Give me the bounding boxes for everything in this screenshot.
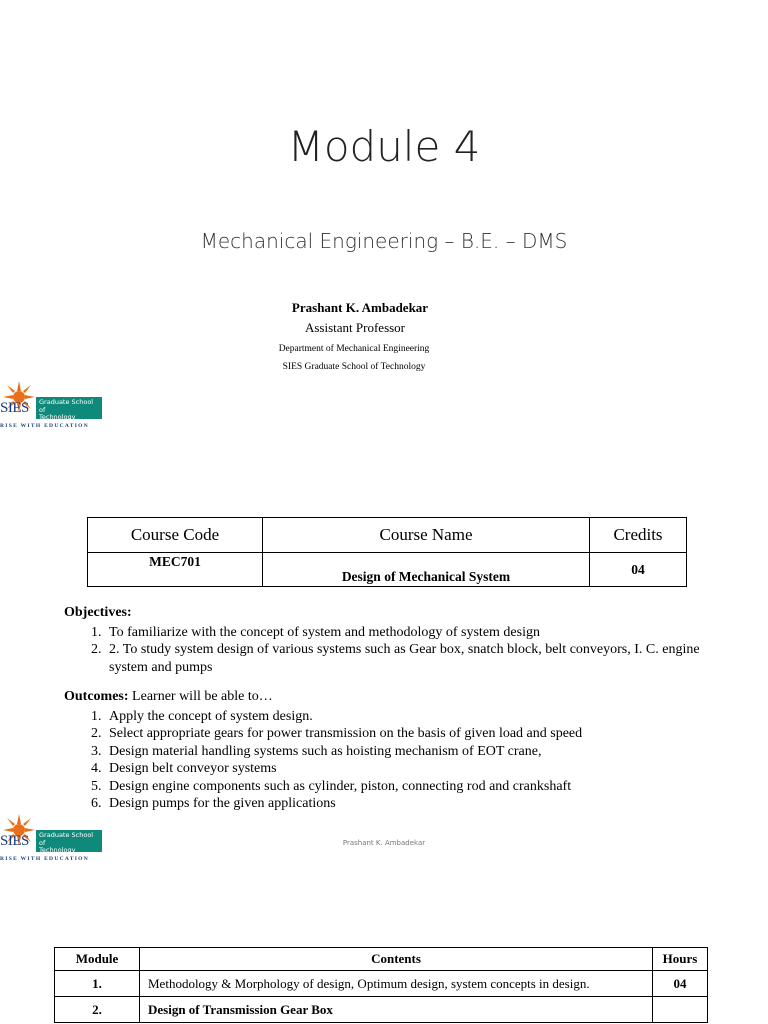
logo-box-line2: Technology xyxy=(39,846,76,854)
outcome-item: 1. Apply the concept of system design. xyxy=(105,708,734,726)
module-number: 2. xyxy=(55,997,140,1023)
course-code: MEC701 xyxy=(88,553,263,587)
course-name-header: Course Name xyxy=(263,518,590,553)
logo-tagline: RISE WITH EDUCATION xyxy=(0,423,89,429)
outcomes-section xyxy=(64,688,734,813)
course-table xyxy=(87,517,687,587)
contents-header: Contents xyxy=(140,948,653,971)
outcome-item: 4. Design belt conveyor systems xyxy=(105,760,734,778)
author-institute: SIES Graduate School of Technology xyxy=(282,362,426,372)
outcome-item: 5. Design engine components such as cylinder, piston, connecting rod and crankshaft xyxy=(105,778,734,796)
logo-tagline: RISE WITH EDUCATION xyxy=(0,856,89,862)
author-position: Assistant Professor xyxy=(304,320,406,335)
logo-brand: SIES xyxy=(0,833,29,849)
module-header: Module xyxy=(55,948,140,971)
outcomes-heading: Outcomes: xyxy=(64,689,129,704)
logo-box-line1: Graduate School of xyxy=(39,398,94,414)
hours-header: Hours xyxy=(653,948,708,971)
page-subtitle: Mechanical Engineering – B.E. – DMS xyxy=(200,229,568,253)
module-table xyxy=(54,947,708,1023)
page-title: Module 4 xyxy=(287,122,481,171)
logo-box-line2: Technology xyxy=(39,413,76,421)
course-code-header: Course Code xyxy=(88,518,263,553)
module-hours: 04 xyxy=(653,971,708,997)
outcomes-intro: Learner will be able to… xyxy=(128,689,273,704)
module-hours xyxy=(653,997,708,1023)
footer-text: Prashant K. Ambadekar xyxy=(342,839,426,847)
course-credits: 04 xyxy=(590,553,687,587)
course-name: Design of Mechanical System xyxy=(263,553,590,587)
objectives-section xyxy=(64,604,734,676)
credits-header: Credits xyxy=(590,518,687,553)
objectives-heading: Objectives: xyxy=(64,605,132,620)
module-contents: Design of Transmission Gear Box xyxy=(140,997,653,1023)
outcome-item: 3. Design material handling systems such as hoisting mechanism of EOT crane, xyxy=(105,743,734,761)
table-row xyxy=(55,971,708,997)
module-number: 1. xyxy=(55,971,140,997)
logo-box xyxy=(36,397,102,419)
author-department: Department of Mechanical Engineering xyxy=(278,344,430,354)
outcome-item: 6. Design pumps for the given applications xyxy=(105,795,734,813)
objective-item: 1. To familiarize with the concept of system and methodology of system design xyxy=(105,624,734,642)
module-contents: Methodology & Morphology of design, Optimum design, system concepts in design. xyxy=(140,971,653,997)
logo-brand: SIES xyxy=(0,400,29,416)
objective-item: 2. 2. To study system design of various systems such as Gear box, snatch block, belt conveyors, I. C. engine system and pumps xyxy=(105,641,734,676)
outcome-item: 2. Select appropriate gears for power transmission on the basis of given load and speed xyxy=(105,725,734,743)
logo-box-line1: Graduate School of xyxy=(39,831,94,847)
author-name: Prashant K. Ambadekar xyxy=(291,300,429,315)
sies-logo xyxy=(0,380,106,436)
table-row xyxy=(55,997,708,1023)
